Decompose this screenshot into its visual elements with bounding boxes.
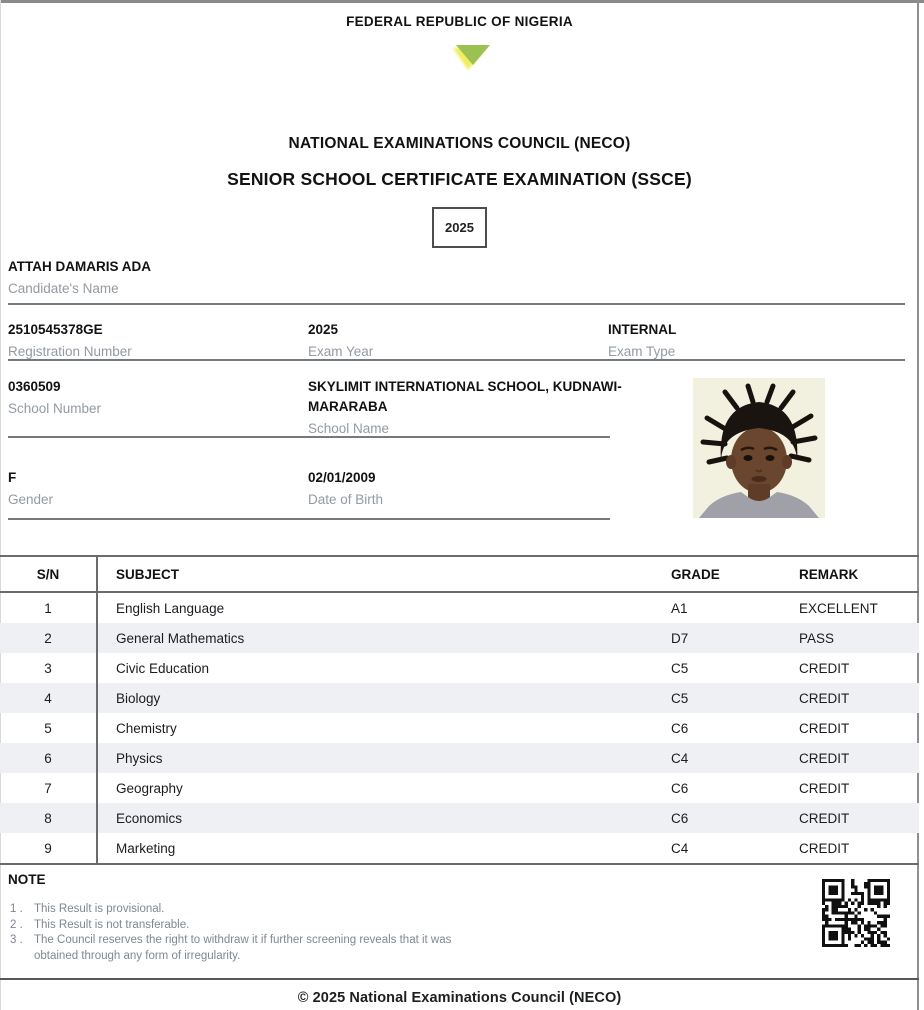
- cell-remark: CREDIT: [799, 780, 850, 796]
- cell-grade: C4: [663, 833, 791, 864]
- cell-sn: 6: [0, 743, 97, 773]
- exam-type-value: INTERNAL: [608, 322, 677, 337]
- cell-sn: 4: [0, 683, 97, 713]
- country-header: FEDERAL REPUBLIC OF NIGERIA: [346, 14, 573, 29]
- cell-remark: EXCELLENT: [799, 600, 878, 616]
- school-name-field: [308, 377, 623, 438]
- exam-title: SENIOR SCHOOL CERTIFICATE EXAMINATION (SSCE): [227, 169, 692, 189]
- registration-number-label: Registration Number: [8, 344, 132, 359]
- cell-sn: 3: [0, 653, 97, 683]
- cell-remark: CREDIT: [791, 833, 919, 864]
- table-row: [0, 713, 919, 743]
- note-item-text: This Result is not transferable.: [34, 918, 190, 931]
- cell-subject: English Language: [116, 600, 225, 616]
- cell-sn: 2: [0, 623, 97, 653]
- table-row: [0, 623, 919, 653]
- cell-remark: CREDIT: [799, 660, 850, 676]
- header-subject: SUBJECT: [97, 556, 663, 592]
- cell-remark: CREDIT: [799, 750, 850, 766]
- cell-subject: Civic Education: [116, 660, 210, 676]
- note-item-text: The Council reserves the right to withdraw it if further screening reveals that it was obtained through any form of irregularity.: [34, 934, 452, 962]
- neco-logo-triangle-icon: [451, 42, 493, 72]
- cell-sn: 5: [0, 713, 97, 743]
- cell-grade: C6: [671, 780, 689, 796]
- cell-sn: 8: [0, 803, 97, 833]
- cell-sn: 9: [0, 833, 97, 864]
- divider-line: [8, 359, 905, 361]
- table-row: [0, 653, 919, 683]
- school-number-label: School Number: [8, 401, 102, 416]
- header-grade: GRADE: [663, 556, 791, 592]
- table-row: [0, 743, 919, 773]
- note-item-text: This Result is provisional.: [34, 903, 165, 915]
- page-top-border: [0, 0, 924, 3]
- header-sn: S/N: [0, 556, 97, 592]
- results-table: [0, 555, 919, 865]
- cell-grade: D7: [671, 630, 689, 646]
- note-item: [10, 918, 470, 934]
- note-item: [10, 933, 470, 964]
- note-list: [10, 902, 470, 964]
- table-header-row: [0, 556, 919, 592]
- table-row: [0, 833, 919, 864]
- footer-divider: [0, 978, 919, 980]
- exam-year-label: Exam Year: [308, 344, 374, 359]
- date-of-birth-value: 02/01/2009: [308, 470, 376, 485]
- cell-remark: CREDIT: [799, 810, 850, 826]
- school-number-field: [8, 377, 101, 418]
- date-of-birth-label: Date of Birth: [308, 492, 384, 507]
- candidate-name-field: [8, 257, 151, 298]
- divider-line: [8, 518, 610, 520]
- cell-subject: General Mathematics: [116, 630, 245, 646]
- cell-subject: Geography: [116, 780, 183, 796]
- cell-remark: CREDIT: [799, 690, 850, 706]
- results-table-body: [0, 592, 919, 864]
- cell-remark: CREDIT: [799, 720, 850, 736]
- table-row: [0, 683, 919, 713]
- school-name-value: SKYLIMIT INTERNATIONAL SCHOOL, KUDNAWI-MARARABA: [308, 379, 622, 414]
- candidate-name-value: ATTAH DAMARIS ADA: [8, 259, 151, 274]
- divider-line: [8, 303, 905, 305]
- divider-line: [8, 436, 610, 438]
- exam-type-label: Exam Type: [608, 344, 676, 359]
- note-title: NOTE: [8, 872, 46, 887]
- qr-code: [822, 879, 890, 947]
- cell-subject: Chemistry: [116, 720, 177, 736]
- candidate-photo: [693, 378, 825, 518]
- note-item: [10, 902, 470, 918]
- council-title: NATIONAL EXAMINATIONS COUNCIL (NECO): [288, 135, 631, 152]
- cell-sn: 1: [0, 592, 97, 623]
- exam-year-badge: 2025: [432, 207, 487, 248]
- cell-grade: A1: [671, 600, 688, 616]
- gender-value: F: [8, 470, 17, 485]
- exam-year-value: 2025: [308, 322, 339, 337]
- cell-sn: 7: [0, 773, 97, 803]
- cell-grade: C4: [671, 750, 689, 766]
- school-number-value: 0360509: [8, 379, 61, 394]
- exam-type-field: [608, 320, 676, 361]
- cell-grade: C5: [671, 660, 689, 676]
- cell-grade: C6: [671, 720, 689, 736]
- note-item-number: 2 .: [10, 918, 23, 931]
- cell-remark: PASS: [799, 630, 835, 646]
- footer-copyright: © 2025 National Examinations Council (NECO): [297, 990, 622, 1006]
- note-item-number: 1 .: [10, 903, 23, 915]
- cell-grade: C5: [671, 690, 689, 706]
- candidate-name-label: Candidate's Name: [8, 281, 119, 296]
- table-row: [0, 773, 919, 803]
- registration-number-field: [8, 320, 132, 361]
- cell-grade: C6: [671, 810, 689, 826]
- registration-number-value: 2510545378GE: [8, 322, 103, 337]
- table-row: [0, 803, 919, 833]
- cell-subject: Biology: [116, 690, 161, 706]
- exam-year-field: [308, 320, 373, 361]
- school-name-label: School Name: [308, 421, 390, 436]
- cell-subject: Physics: [116, 750, 163, 766]
- gender-field: [8, 468, 53, 509]
- table-row: [0, 592, 919, 623]
- cell-subject: Marketing: [97, 833, 663, 864]
- header-remark: REMARK: [791, 556, 919, 592]
- gender-label: Gender: [8, 492, 54, 507]
- cell-subject: Economics: [116, 810, 183, 826]
- date-of-birth-field: [308, 468, 383, 509]
- note-item-number: 3 .: [10, 934, 23, 946]
